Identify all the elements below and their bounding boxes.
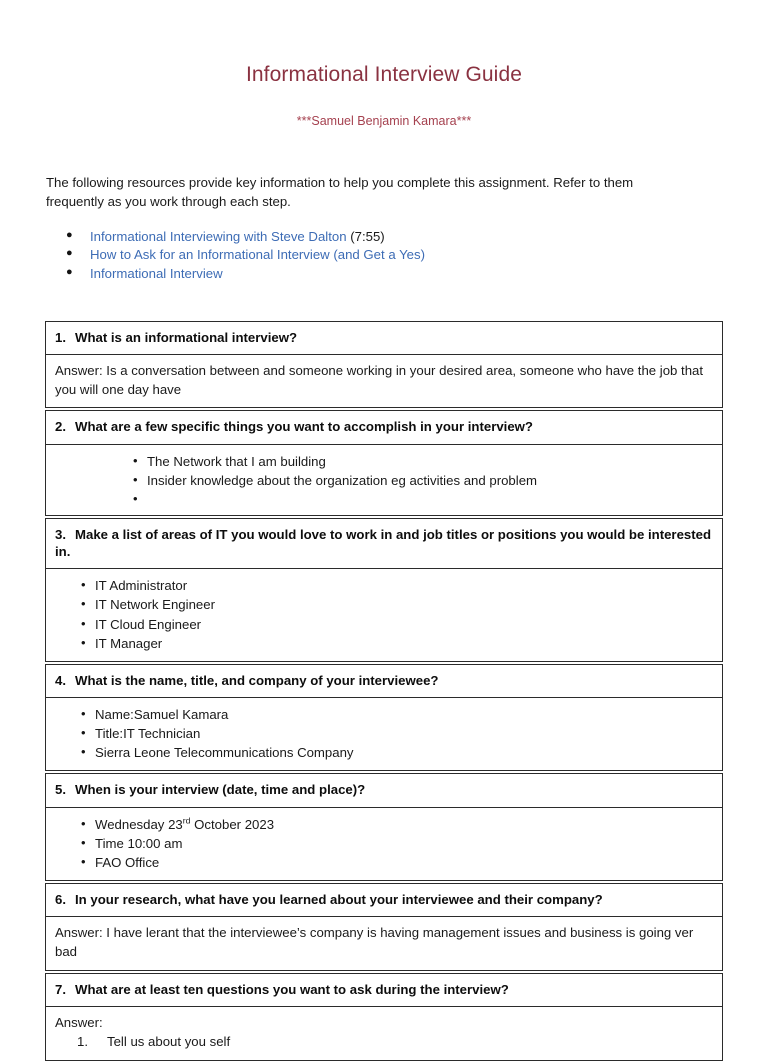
author-subtitle: ***Samuel Benjamin Kamara*** xyxy=(296,114,472,129)
answer-row[interactable] xyxy=(46,1006,722,1060)
bullet-text: Wednesday 23 xyxy=(95,816,183,832)
answer-bullet-item: • Name:Samuel Kamara xyxy=(55,705,713,724)
question-text: What is the name, title, and company of your interviewee? xyxy=(75,672,439,688)
answer-bullet-item xyxy=(55,834,713,853)
answer-bullet-list xyxy=(55,815,713,872)
question-number: 2. xyxy=(55,419,66,435)
qa-block xyxy=(45,518,723,662)
answer-text: Answer: I have lerant that the interviewee’s company is having management issues and business is going ver bad xyxy=(55,925,694,959)
ordinal-suffix: rd xyxy=(182,815,191,826)
answer-bullet-item: • IT Administrator xyxy=(55,576,713,595)
qa-block xyxy=(45,773,723,881)
question-number: 3. xyxy=(55,526,66,542)
qa-table-stack xyxy=(0,284,768,1061)
question-number: 5. xyxy=(55,782,66,798)
bullet-text-tail: October 2023 xyxy=(190,816,275,832)
answer-row[interactable] xyxy=(46,697,722,770)
answer-item-text: Tell us about you self xyxy=(107,1034,231,1050)
answer-text: Answer: Is a conversation between and someone working in your desired area, someone who have the job that you will one day have xyxy=(55,363,704,397)
question-number: 1. xyxy=(55,329,66,345)
answer-row[interactable] xyxy=(46,354,722,407)
resource-link[interactable]: How to Ask for an Informational Interview (and Get a Yes) xyxy=(90,247,425,263)
question-row xyxy=(46,411,722,443)
answer-bullet-item: • Sierra Leone Telecommunications Company xyxy=(55,743,713,762)
question-row xyxy=(46,322,722,354)
answer-bullet-list xyxy=(55,705,713,762)
answer-bullet-item: • IT Manager xyxy=(55,634,713,653)
question-row xyxy=(46,519,722,568)
intro-paragraph: The following resources provide key information to help you complete this assignment. Refer to them frequently as you work through each step. xyxy=(46,175,634,209)
question-number: 7. xyxy=(55,981,66,997)
resource-link[interactable]: Informational Interview xyxy=(90,266,223,282)
answer-bullet-list xyxy=(55,452,713,507)
qa-block xyxy=(45,664,723,772)
question-row xyxy=(46,974,722,1006)
qa-block xyxy=(45,973,723,1061)
answer-row[interactable] xyxy=(46,807,722,880)
bullet-text: Time 10:00 am xyxy=(95,835,183,851)
question-text: What are a few specific things you want to accomplish in your interview? xyxy=(75,419,533,435)
question-text: What are at least ten questions you want to ask during the interview? xyxy=(75,981,509,997)
resource-link-item xyxy=(0,265,768,284)
answer-bullet-item xyxy=(55,853,713,872)
answer-bullet-list xyxy=(55,576,713,653)
answer-label: Answer: xyxy=(55,1014,103,1030)
question-number: 4. xyxy=(55,672,66,688)
answer-numbered-list xyxy=(55,1032,713,1051)
resource-links-list xyxy=(0,212,768,284)
answer-bullet-item: • IT Network Engineer xyxy=(55,595,713,614)
resource-link-duration: (7:55) xyxy=(346,228,385,244)
resource-link-item xyxy=(0,228,768,247)
answer-bullet-item xyxy=(55,815,713,834)
answer-row[interactable] xyxy=(46,568,722,661)
question-number: 6. xyxy=(55,891,66,907)
qa-block xyxy=(45,410,723,515)
question-text: What is an informational interview? xyxy=(75,329,298,345)
answer-bullet-item: • Title:IT Technician xyxy=(55,724,713,743)
answer-bullet-item: • Insider knowledge about the organization eg activities and problem xyxy=(55,471,713,490)
qa-block xyxy=(45,321,723,409)
question-row xyxy=(46,665,722,697)
answer-row[interactable] xyxy=(46,916,722,969)
answer-item-number: 1. xyxy=(77,1034,88,1050)
resource-link-item xyxy=(0,246,768,265)
question-text: When is your interview (date, time and place)? xyxy=(75,782,366,798)
answer-bullet-item: • The Network that I am building xyxy=(55,452,713,471)
answer-bullet-item xyxy=(55,490,713,507)
bullet-text: FAO Office xyxy=(95,854,160,870)
question-text: Make a list of areas of IT you would love to work in and job titles or positions you would be interested in. xyxy=(55,526,712,560)
resource-link[interactable]: Informational Interviewing with Steve Dalton xyxy=(90,228,347,244)
answer-row[interactable] xyxy=(46,444,722,515)
question-row xyxy=(46,884,722,916)
question-row xyxy=(46,774,722,806)
answer-numbered-item xyxy=(55,1032,713,1051)
question-text: In your research, what have you learned about your interviewee and their company? xyxy=(75,891,603,907)
page-title: Informational Interview Guide xyxy=(245,63,523,86)
qa-block xyxy=(45,883,723,971)
answer-bullet-item: • IT Cloud Engineer xyxy=(55,615,713,634)
